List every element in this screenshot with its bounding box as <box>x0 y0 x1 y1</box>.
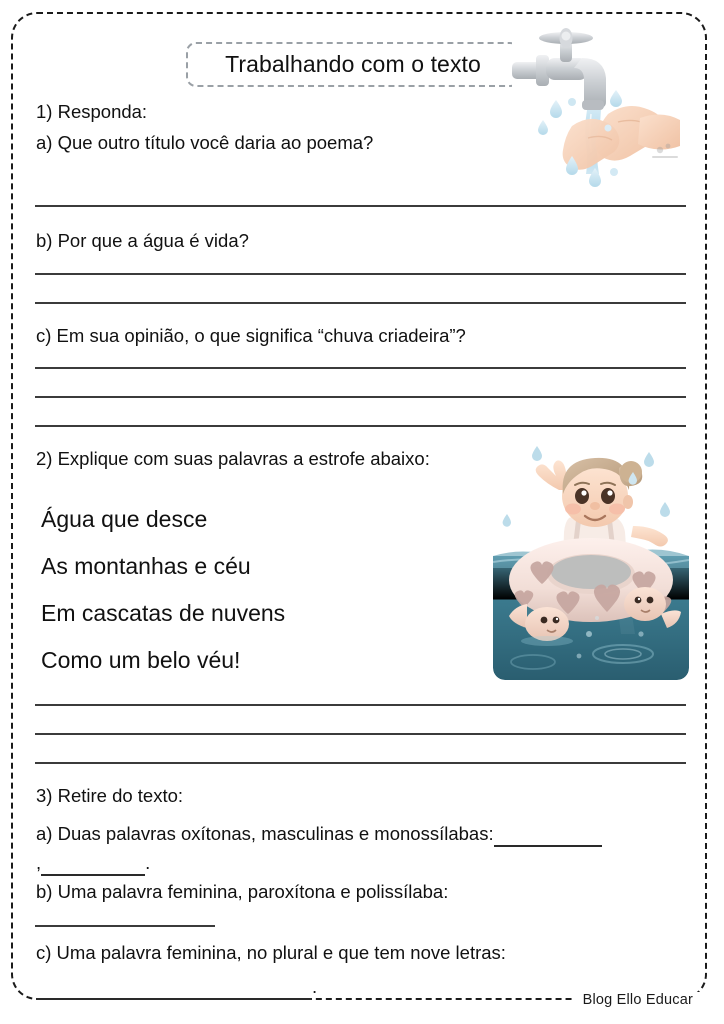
answer-line[interactable] <box>35 425 686 427</box>
question-3c-answer-row <box>36 975 317 1000</box>
period: . <box>145 852 151 873</box>
question-3a-text <box>36 822 602 847</box>
poem-line: As montanhas e céu <box>41 553 251 579</box>
poem-line: Como um belo véu! <box>41 647 241 673</box>
fill-blank[interactable] <box>36 975 312 1000</box>
answer-line[interactable] <box>35 704 686 706</box>
answer-line[interactable] <box>35 925 215 927</box>
answer-line[interactable] <box>35 762 686 764</box>
question-3b-text: b) Uma palavra feminina, paroxítona e polissílaba: <box>36 881 449 902</box>
answer-line[interactable] <box>35 302 686 304</box>
worksheet-title-box <box>186 42 520 87</box>
poem-line: Em cascatas de nuvens <box>41 600 286 626</box>
girl-in-float-ring-illustration <box>493 428 689 680</box>
question-1a-text: a) Que outro título você daria ao poema? <box>36 132 374 153</box>
question-3c-text: c) Uma palavra feminina, no plural e que tem nove letras: <box>36 942 506 963</box>
question-3a-continuation <box>36 851 150 876</box>
answer-line[interactable] <box>35 733 686 735</box>
answer-line[interactable] <box>35 205 686 207</box>
answer-line[interactable] <box>35 396 686 398</box>
comma-separator: , <box>36 852 42 873</box>
poem-line: Água que desce <box>41 506 208 532</box>
page-title: Trabalhando com o texto <box>225 51 481 77</box>
footer-credit: Blog Ello Educar <box>573 992 700 1008</box>
question-1-label: 1) Responda: <box>36 101 148 122</box>
fill-blank[interactable] <box>494 822 602 847</box>
answer-line[interactable] <box>35 273 686 275</box>
question-3-label: 3) Retire do texto: <box>36 785 184 806</box>
question-1b-text: b) Por que a água é vida? <box>36 230 249 251</box>
question-3a-label: a) Duas palavras oxítonas, masculinas e monossílabas: <box>36 823 494 844</box>
faucet-washing-hands-illustration <box>512 22 694 187</box>
fill-blank[interactable] <box>41 851 145 876</box>
period: . <box>312 976 318 997</box>
question-1c-text: c) Em sua opinião, o que significa “chuva criadeira”? <box>36 325 466 346</box>
question-2-text: 2) Explique com suas palavras a estrofe abaixo: <box>36 448 430 469</box>
answer-line[interactable] <box>35 367 686 369</box>
